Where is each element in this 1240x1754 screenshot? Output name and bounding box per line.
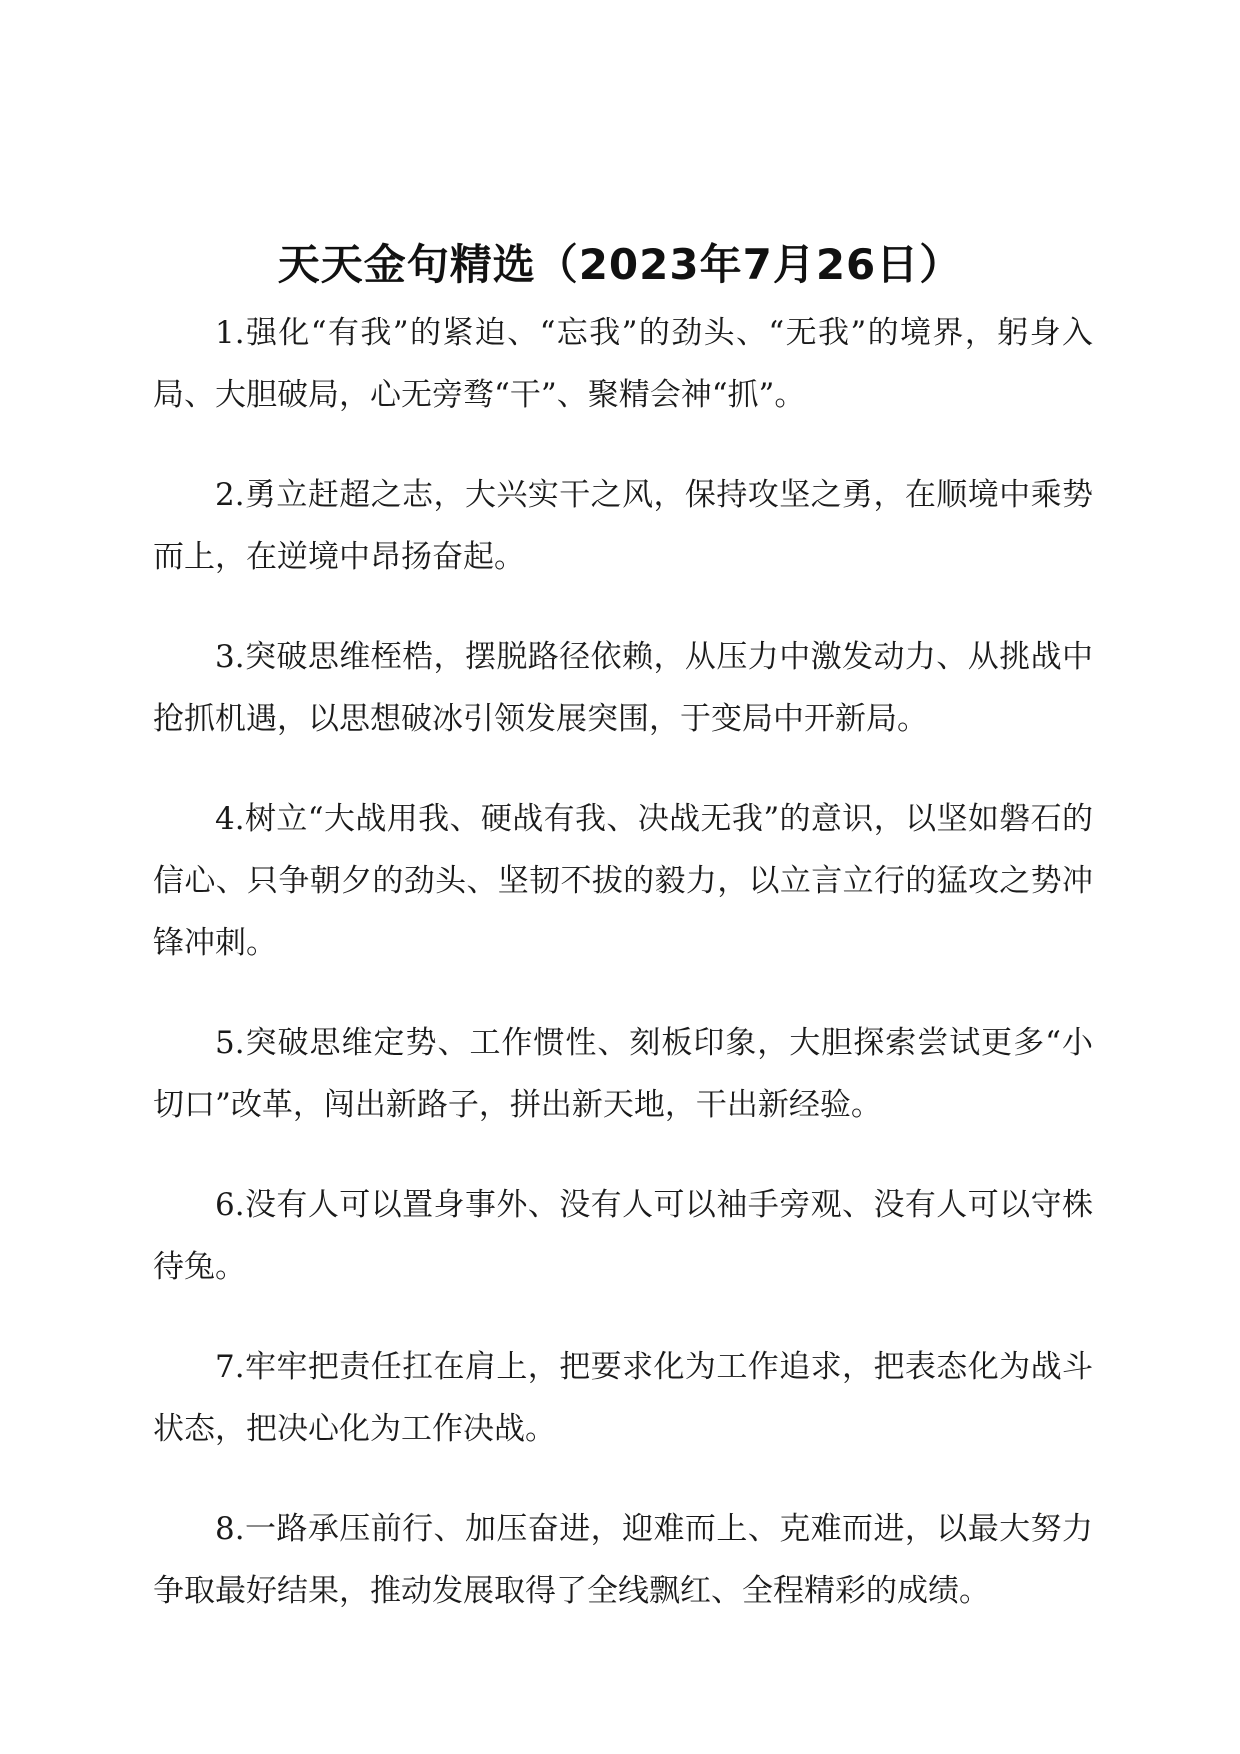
quote-text: 牢牢把责任扛在肩上，把要求化为工作追求，把表态化为战斗状态，把决心化为工作决战。 [153, 1349, 1093, 1447]
quote-number: 2. [215, 477, 245, 513]
quote-number: 1. [215, 315, 245, 351]
quote-text: 突破思维桎梏，摆脱路径依赖，从压力中激发动力、从挑战中抢抓机遇，以思想破冰引领发展突围，于变局中开新局。 [153, 639, 1093, 737]
quote-number: 8. [215, 1511, 245, 1547]
quote-number: 7. [215, 1349, 245, 1385]
quote-text: 强化“有我”的紧迫、“忘我”的劲头、“无我”的境界，躬身入局、大胆破局，心无旁骛“干”、聚精会神“抓”。 [153, 315, 1093, 413]
quote-text: 一路承压前行、加压奋进，迎难而上、克难而进，以最大努力争取最好结果，推动发展取得了全线飘红、全程精彩的成绩。 [153, 1511, 1093, 1609]
quote-text: 树立“大战用我、硬战有我、决战无我”的意识，以坚如磐石的信心、只争朝夕的劲头、坚韧不拔的毅力，以立言立行的猛攻之势冲锋冲刺。 [153, 801, 1093, 961]
quote-number: 6. [215, 1187, 245, 1223]
quote-item [153, 302, 1093, 426]
quote-item [153, 1498, 1093, 1622]
quote-number: 3. [215, 639, 245, 675]
quote-number: 5. [215, 1025, 245, 1061]
quote-text: 突破思维定势、工作惯性、刻板印象，大胆探索尝试更多“小切口”改革，闯出新路子，拼出新天地，干出新经验。 [153, 1025, 1093, 1123]
quote-item [153, 788, 1093, 974]
quote-item [153, 1336, 1093, 1460]
quote-item [153, 626, 1093, 750]
quote-number: 4. [215, 801, 245, 837]
quote-list [153, 302, 1093, 1660]
quote-item [153, 464, 1093, 588]
document-title: 天天金句精选（2023年7月26日） [277, 240, 963, 289]
quote-text: 勇立赶超之志，大兴实干之风，保持攻坚之勇，在顺境中乘势而上，在逆境中昂扬奋起。 [153, 477, 1093, 575]
quote-text: 没有人可以置身事外、没有人可以袖手旁观、没有人可以守株待兔。 [153, 1187, 1093, 1285]
quote-item [153, 1012, 1093, 1136]
quote-item [153, 1174, 1093, 1298]
